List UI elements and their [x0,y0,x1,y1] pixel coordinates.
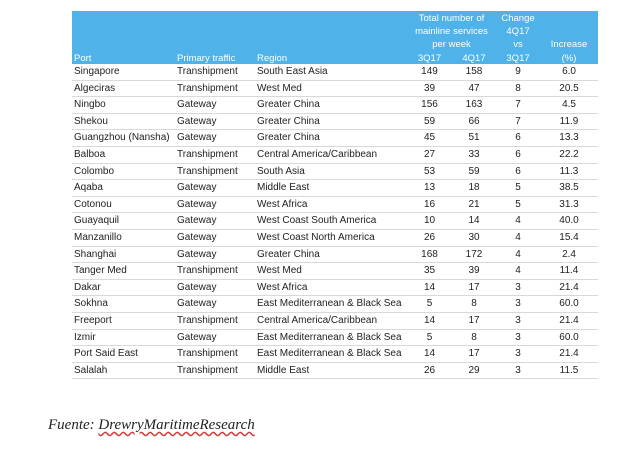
table-row [72,279,598,296]
cell-4q17: 30 [452,229,496,246]
cell-region: Greater China [255,246,407,263]
cell-primary-traffic: Transhipment [175,163,255,180]
cell-change: 7 [496,113,540,130]
cell-region: East Mediterranean & Black Sea [255,296,407,313]
cell-4q17: 163 [452,97,496,114]
cell-port: Aqaba [72,180,175,197]
cell-region: East Mediterranean & Black Sea [255,329,407,346]
header-total-services-line2: mainline services [407,24,496,37]
cell-increase: 2.4 [540,246,598,263]
cell-increase: 31.3 [540,196,598,213]
cell-3q17: 14 [407,346,452,363]
cell-primary-traffic: Gateway [175,180,255,197]
table-row [72,80,598,97]
source-caption [48,417,255,434]
cell-change: 4 [496,246,540,263]
cell-primary-traffic: Gateway [175,113,255,130]
cell-3q17: 5 [407,329,452,346]
port-services-table-container [72,11,598,379]
cell-region: West Med [255,263,407,280]
cell-increase: 11.5 [540,362,598,379]
cell-port: Algeciras [72,80,175,97]
cell-3q17: 14 [407,279,452,296]
cell-4q17: 21 [452,196,496,213]
header-4q17: 4Q17 [452,50,496,64]
cell-4q17: 59 [452,163,496,180]
cell-4q17: 17 [452,312,496,329]
cell-change: 5 [496,180,540,197]
cell-change: 4 [496,213,540,230]
table-row [72,113,598,130]
cell-3q17: 156 [407,97,452,114]
cell-4q17: 17 [452,279,496,296]
cell-change: 6 [496,163,540,180]
cell-region: West Africa [255,196,407,213]
cell-3q17: 13 [407,180,452,197]
table-row [72,196,598,213]
cell-region: South Asia [255,163,407,180]
header-increase-spacer [540,11,598,37]
cell-increase: 60.0 [540,296,598,313]
table-row [72,329,598,346]
header-change-line3: vs [496,37,540,50]
cell-region: West Coast North America [255,229,407,246]
cell-change: 8 [496,80,540,97]
cell-change: 5 [496,196,540,213]
cell-increase: 38.5 [540,180,598,197]
cell-increase: 4.5 [540,97,598,114]
header-change-line4: 3Q17 [496,50,540,64]
cell-4q17: 29 [452,362,496,379]
cell-change: 3 [496,329,540,346]
cell-primary-traffic: Gateway [175,97,255,114]
cell-primary-traffic: Gateway [175,246,255,263]
cell-increase: 15.4 [540,229,598,246]
cell-change: 4 [496,229,540,246]
cell-port: Cotonou [72,196,175,213]
cell-port: Tanger Med [72,263,175,280]
cell-increase: 6.0 [540,64,598,80]
table-header [72,11,598,64]
cell-primary-traffic: Transhipment [175,346,255,363]
cell-change: 3 [496,296,540,313]
cell-3q17: 39 [407,80,452,97]
cell-3q17: 149 [407,64,452,80]
cell-primary-traffic: Transhipment [175,80,255,97]
header-port: Port [72,11,175,64]
cell-primary-traffic: Gateway [175,279,255,296]
cell-4q17: 66 [452,113,496,130]
table-row [72,180,598,197]
source-prefix: Fuente: [48,417,99,433]
cell-port: Manzanillo [72,229,175,246]
cell-primary-traffic: Transhipment [175,263,255,280]
cell-region: West Africa [255,279,407,296]
header-increase-line1: Increase [540,37,598,50]
table-row [72,263,598,280]
cell-region: West Med [255,80,407,97]
table-row [72,97,598,114]
table-row [72,146,598,163]
cell-primary-traffic: Gateway [175,130,255,147]
cell-3q17: 59 [407,113,452,130]
cell-3q17: 45 [407,130,452,147]
cell-primary-traffic: Transhipment [175,362,255,379]
cell-change: 3 [496,362,540,379]
cell-change: 7 [496,97,540,114]
header-total-services-line3: per week [407,37,496,50]
port-services-table [72,11,598,379]
cell-4q17: 8 [452,296,496,313]
cell-port: Sokhna [72,296,175,313]
cell-change: 3 [496,279,540,296]
table-row [72,346,598,363]
table-row [72,246,598,263]
cell-change: 9 [496,64,540,80]
cell-change: 3 [496,346,540,363]
cell-region: Middle East [255,362,407,379]
cell-port: Izmir [72,329,175,346]
cell-increase: 22.2 [540,146,598,163]
table-row [72,213,598,230]
cell-port: Shekou [72,113,175,130]
cell-4q17: 8 [452,329,496,346]
cell-increase: 21.4 [540,279,598,296]
cell-region: Greater China [255,97,407,114]
cell-3q17: 27 [407,146,452,163]
cell-port: Freeport [72,312,175,329]
cell-primary-traffic: Gateway [175,229,255,246]
cell-4q17: 172 [452,246,496,263]
cell-primary-traffic: Gateway [175,329,255,346]
table-row [72,296,598,313]
cell-port: Shanghai [72,246,175,263]
cell-primary-traffic: Transhipment [175,312,255,329]
cell-port: Ningbo [72,97,175,114]
cell-increase: 60.0 [540,329,598,346]
table-body [72,64,598,379]
cell-primary-traffic: Transhipment [175,64,255,80]
table-row [72,229,598,246]
cell-port: Port Said East [72,346,175,363]
cell-3q17: 53 [407,163,452,180]
table-row [72,312,598,329]
cell-region: Middle East [255,180,407,197]
header-3q17: 3Q17 [407,50,452,64]
cell-primary-traffic: Gateway [175,196,255,213]
cell-primary-traffic: Gateway [175,213,255,230]
cell-increase: 40.0 [540,213,598,230]
cell-4q17: 33 [452,146,496,163]
header-increase-line2: (%) [540,50,598,64]
cell-4q17: 47 [452,80,496,97]
cell-4q17: 51 [452,130,496,147]
cell-4q17: 158 [452,64,496,80]
cell-3q17: 26 [407,362,452,379]
header-primary-traffic: Primary traffic [175,11,255,64]
header-region: Region [255,11,407,64]
cell-3q17: 35 [407,263,452,280]
cell-port: Singapore [72,64,175,80]
cell-change: 3 [496,312,540,329]
cell-3q17: 5 [407,296,452,313]
cell-region: Central America/Caribbean [255,146,407,163]
table-row [72,163,598,180]
cell-4q17: 14 [452,213,496,230]
header-change-line2: 4Q17 [496,24,540,37]
cell-change: 4 [496,263,540,280]
cell-port: Salalah [72,362,175,379]
cell-region: Greater China [255,130,407,147]
cell-region: Central America/Caribbean [255,312,407,329]
cell-port: Colombo [72,163,175,180]
cell-3q17: 26 [407,229,452,246]
cell-4q17: 17 [452,346,496,363]
cell-increase: 13.3 [540,130,598,147]
header-total-services-line1: Total number of [407,11,496,24]
cell-port: Dakar [72,279,175,296]
cell-region: South East Asia [255,64,407,80]
cell-primary-traffic: Gateway [175,296,255,313]
cell-increase: 11.4 [540,263,598,280]
cell-port: Balboa [72,146,175,163]
cell-port: Guayaquil [72,213,175,230]
cell-change: 6 [496,130,540,147]
cell-region: Greater China [255,113,407,130]
source-link[interactable]: DrewryMaritimeResearch [98,417,255,433]
cell-port: Guangzhou (Nansha) [72,130,175,147]
table-row [72,362,598,379]
cell-3q17: 16 [407,196,452,213]
cell-3q17: 10 [407,213,452,230]
cell-increase: 20.5 [540,80,598,97]
cell-increase: 11.3 [540,163,598,180]
cell-region: East Mediterranean & Black Sea [255,346,407,363]
cell-change: 6 [496,146,540,163]
cell-region: West Coast South America [255,213,407,230]
cell-increase: 21.4 [540,346,598,363]
cell-primary-traffic: Transhipment [175,146,255,163]
table-row [72,130,598,147]
cell-increase: 21.4 [540,312,598,329]
cell-4q17: 39 [452,263,496,280]
cell-3q17: 168 [407,246,452,263]
table-row [72,64,598,80]
header-change-line1: Change [496,11,540,24]
cell-4q17: 18 [452,180,496,197]
cell-increase: 11.9 [540,113,598,130]
cell-3q17: 14 [407,312,452,329]
